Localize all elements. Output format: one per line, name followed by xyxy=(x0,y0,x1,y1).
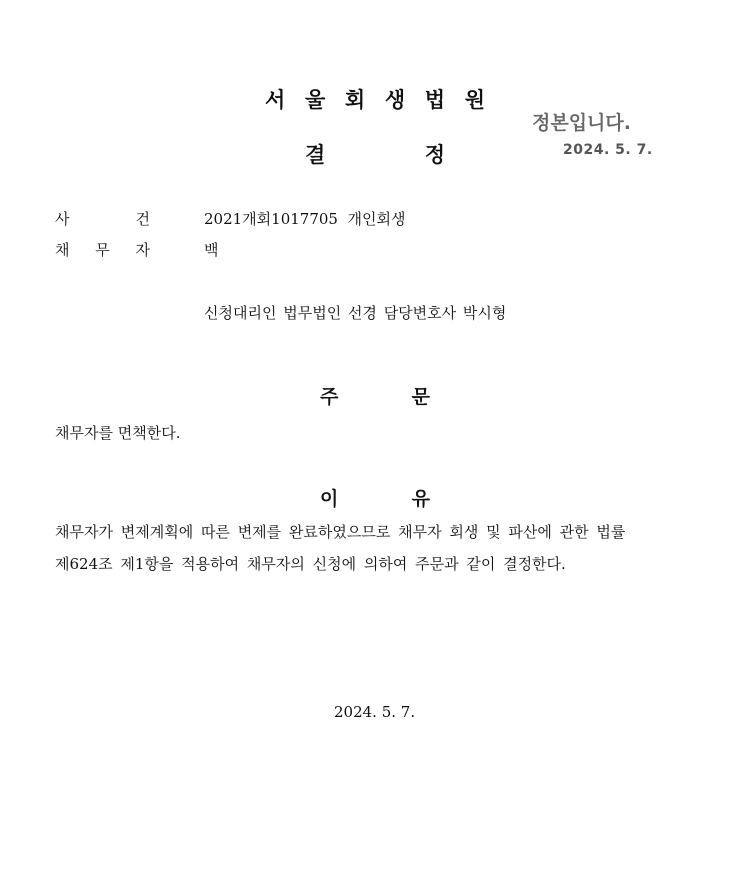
stamp-date: 2024. 5. 7. xyxy=(563,142,653,158)
order-heading-char: 주 xyxy=(320,386,339,408)
reason-heading-char: 이 xyxy=(320,488,339,510)
court-name xyxy=(265,84,485,114)
reason-line-2: 제624조 제1항을 적용하여 채무자의 신청에 의하여 주문과 같이 결정한다. xyxy=(55,555,566,573)
court-name-char: 서 xyxy=(265,88,286,112)
case-value: 2021개회1017705 개인회생 xyxy=(204,210,406,228)
court-name-char: 법 xyxy=(424,88,446,112)
court-name-char: 회 xyxy=(344,88,366,112)
case-label-char: 사 xyxy=(55,210,70,228)
reason-heading xyxy=(320,484,430,511)
legal-representative: 신청대리인 법무법인 선경 담당변호사 박시형 xyxy=(204,304,507,322)
certified-copy-stamp: 정본입니다. xyxy=(532,112,631,134)
document-type xyxy=(305,139,445,169)
reason-heading-char: 유 xyxy=(411,488,430,510)
debtor-label-char: 무 xyxy=(95,241,110,259)
case-label xyxy=(55,208,150,229)
order-heading-char: 문 xyxy=(411,386,430,408)
court-name-char: 원 xyxy=(464,88,485,112)
order-heading xyxy=(320,382,430,409)
case-label-char: 건 xyxy=(135,210,150,228)
court-name-char: 울 xyxy=(304,88,326,112)
document-type-char: 결 xyxy=(305,143,326,167)
debtor-label-char: 채 xyxy=(55,241,70,259)
decision-date: 2024. 5. 7. xyxy=(334,703,416,721)
debtor-value: 백 xyxy=(204,241,219,259)
debtor-label-char: 자 xyxy=(135,241,150,259)
court-name-char: 생 xyxy=(384,88,406,112)
reason-line-1: 채무자가 변제계획에 따른 변제를 완료하였으므로 채무자 회생 및 파산에 관한 법률 xyxy=(55,523,626,541)
order-text: 채무자를 면책한다. xyxy=(55,424,181,442)
debtor-label xyxy=(55,239,150,260)
document-type-char: 정 xyxy=(424,143,445,167)
